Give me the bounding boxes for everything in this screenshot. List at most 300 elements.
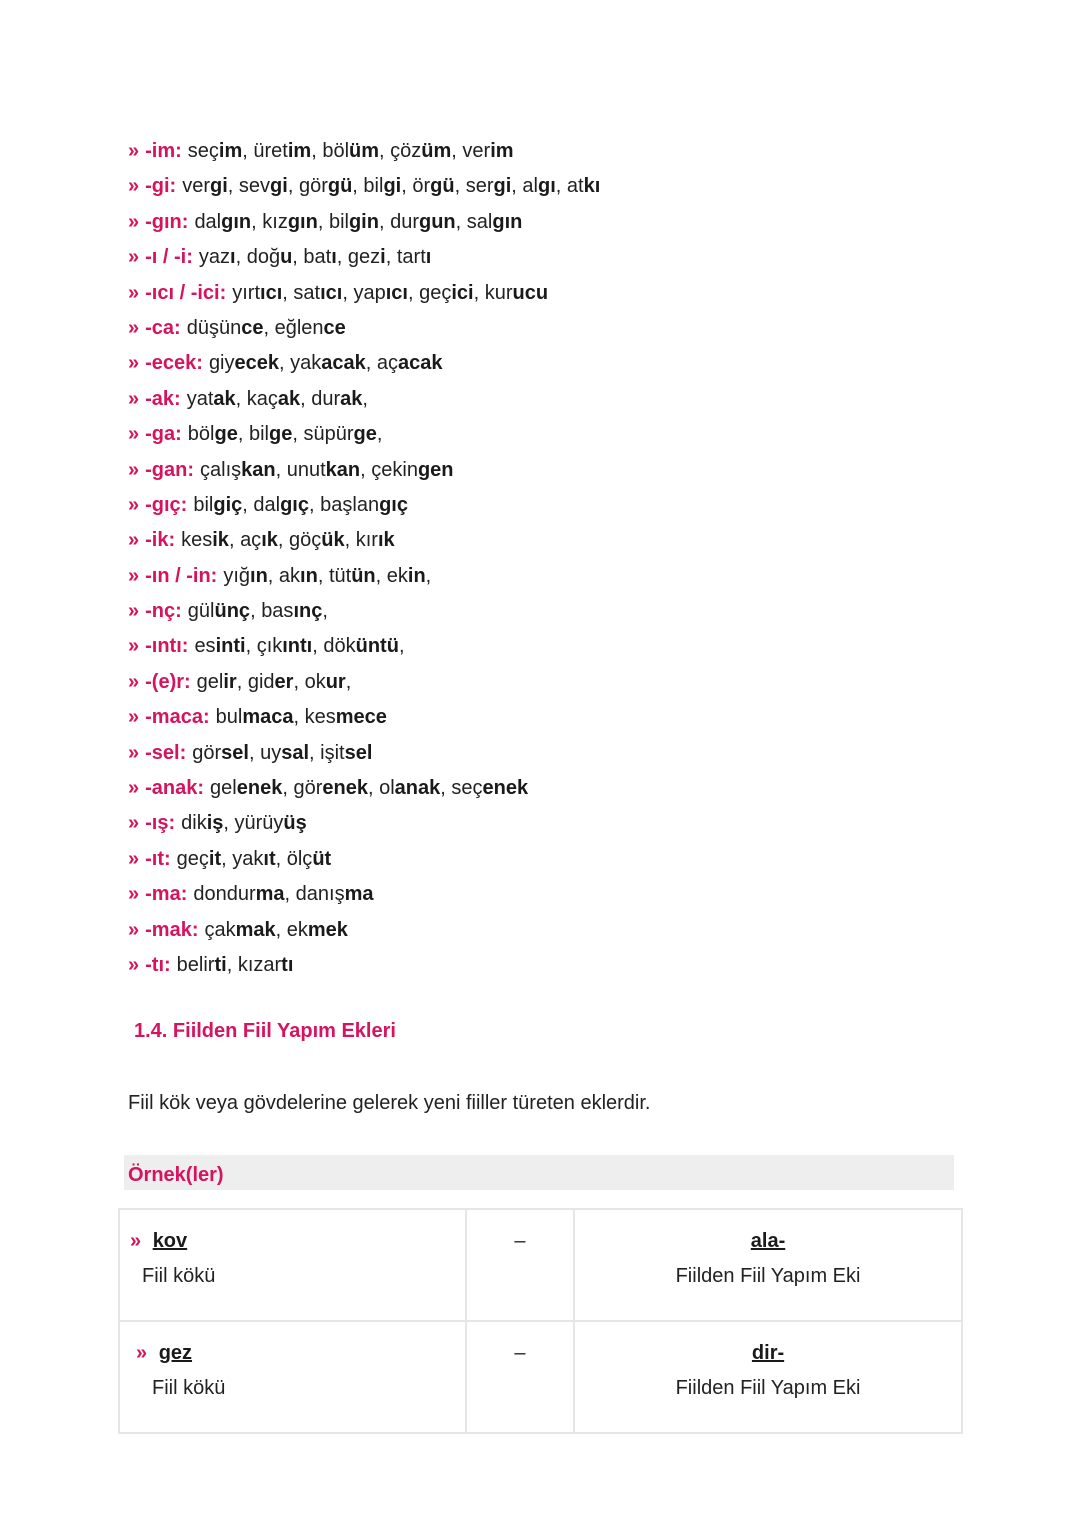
bullet-icon: » [128,493,140,516]
suffix-label: -gın: [145,210,189,233]
word-stem: al [522,175,538,198]
word-stem: yürüy [234,812,284,835]
word-suffix: enek [236,777,283,800]
word-stem: yap [353,281,386,304]
example-word [296,883,374,905]
example-word [247,388,300,410]
word-suffix: gi [383,175,402,198]
word-suffix: ge [268,423,293,446]
word-stem: at [566,175,584,198]
word-suffix: gü [430,175,455,198]
word-stem: dondur [193,883,256,906]
example-words: yırtıcı, satıcı, yapıcı, geçici, kurucu [232,281,549,304]
word-suffix: gı [537,175,556,198]
word-stem: süpür [303,423,354,446]
word-stem: göç [289,529,322,552]
example-word [204,919,275,941]
suffix-row [128,169,600,204]
word-stem: çak [204,918,236,941]
word-stem: doğ [246,246,281,269]
suffix-label: -gıç: [145,493,188,516]
word-suffix: it [208,847,222,870]
word-suffix: ı [331,246,337,269]
example-words: çakmak, ekmek [204,918,348,941]
word-suffix: ce [241,316,264,339]
example-word [287,848,331,870]
example-word [412,175,454,197]
word-suffix: ıcı [385,281,408,304]
example-word [303,423,376,445]
example-words: bilgiç, dalgıç, başlangıç [193,493,408,516]
bullet-icon: » [128,564,140,587]
word-suffix: ecek [234,352,280,375]
suffix-row [128,417,600,452]
word-suffix: üt [312,847,332,870]
word-stem: işit [320,741,345,764]
example-word [390,211,456,233]
word-stem: gör [293,777,323,800]
example-word [260,742,309,764]
word-suffix: maca [242,706,294,729]
example-word [194,211,251,233]
suffix-row [128,311,600,346]
suffix-row [128,276,600,311]
example-words: yazı, doğu, batı, gezi, tartı [198,246,432,269]
word-stem: dal [253,493,281,516]
bullet-icon: » [128,670,140,693]
example-words: dalgın, kızgın, bilgin, durgun, salgın [194,210,523,233]
suffix-label: -ı / -i: [145,246,193,269]
word-stem: kızar [237,953,282,976]
bullet-icon: » [128,316,140,339]
word-stem: ok [304,670,326,693]
example-word [200,459,276,481]
example-word [253,140,311,162]
suffix-label: -ıcı / -ici: [145,281,227,304]
example-word [182,175,228,197]
suffix-label: -ıntı: [145,635,189,658]
example-word [194,635,245,657]
word-stem: geç [176,847,209,870]
word-suffix: ın [300,564,318,587]
word-suffix: gın [287,210,318,233]
example-word [193,494,242,516]
word-suffix: ce [323,316,346,339]
example-word [485,282,548,304]
example-word [329,565,376,587]
example-words: yatak, kaçak, durak, [186,387,368,410]
example-word [371,459,453,481]
suffix-row [128,842,600,877]
word-stem: başlan [320,493,380,516]
example-suffix-cell [574,1321,962,1433]
word-suffix: ün [351,564,376,587]
word-stem: sal [466,210,493,233]
word-suffix: kan [241,458,276,481]
word-suffix: im [218,140,243,162]
example-row [119,1321,962,1433]
word-stem: yırt [232,281,261,304]
example-word [466,175,512,197]
example-word [329,211,379,233]
bullet-icon: » [128,246,140,269]
word-stem: bil [248,423,269,446]
word-stem: çöz [390,140,422,162]
word-suffix: mece [335,706,387,729]
example-dash: – [514,1230,526,1252]
trailing-punctuation: , [425,564,432,587]
word-suffix: ük [321,529,345,552]
example-words: dikiş, yürüyüş [181,812,307,835]
suffix-label: -nç: [145,600,182,623]
example-word [188,140,242,162]
example-row [119,1209,962,1321]
example-word [261,600,322,622]
word-suffix: ur [325,670,346,693]
example-words: yığın, akın, tütün, ekin, [223,564,432,587]
bullet-icon: » [128,458,140,481]
example-word [209,352,279,374]
word-stem: bat [303,246,332,269]
suffix-label: -ik: [145,529,176,552]
word-stem: gel [196,670,224,693]
suffix-label: -ca: [145,316,181,339]
word-suffix: acak [321,352,366,375]
example-root-caption: Fiil kökü [142,1265,216,1287]
example-dash: – [514,1342,526,1364]
example-word [193,883,284,905]
example-word [247,246,293,268]
example-word [305,671,346,693]
word-stem: seç [187,140,219,162]
word-suffix: sal [281,741,310,764]
word-stem: gör [298,175,328,198]
example-words: kesik, açık, göçük, kırık [181,529,395,552]
section-description: Fiil kök veya gövdelerine gelerek yeni fiiller türeten eklerdir. [128,1092,651,1114]
word-stem: tüt [328,564,352,587]
word-stem: kur [484,281,513,304]
suffix-label: -(e)r: [145,670,191,693]
word-stem: çekin [371,458,418,481]
word-suffix: in [407,564,426,587]
word-suffix: er [274,670,294,693]
example-word [253,494,309,516]
word-stem: dök [323,635,356,658]
bullet-icon: » [128,883,140,906]
suffix-label: -ak: [145,387,181,410]
word-suffix: ıcı [320,281,343,304]
word-stem: düşün [186,316,242,339]
example-word [467,211,523,233]
word-stem: yığ [223,564,251,587]
example-word [353,282,408,304]
word-stem: bul [215,706,243,729]
example-suffix: dir- [751,1342,785,1364]
word-stem: kaç [246,387,278,410]
word-suffix: ik [212,529,229,552]
example-word [275,317,346,339]
word-stem: kır [355,529,378,552]
suffix-label: -ma: [145,883,188,906]
suffix-list [128,134,600,983]
word-suffix: sel [221,741,249,764]
example-word [177,848,221,870]
example-word [216,706,294,728]
bullet-icon: » [128,812,140,835]
example-words: dondurma, danışma [193,883,374,906]
word-suffix: ıt [263,847,276,870]
word-stem: gül [187,600,215,623]
word-stem: ol [379,777,395,800]
word-stem: çalış [200,458,242,481]
examples-table [118,1208,963,1434]
example-dash-cell [466,1209,574,1321]
example-word [223,565,267,587]
suffix-label: -gan: [145,458,195,481]
suffix-row [128,240,600,275]
word-suffix: ık [377,529,395,552]
suffix-label: -anak: [145,777,205,800]
example-word [287,919,348,941]
word-stem: ser [465,175,494,198]
suffix-row [128,346,600,381]
example-word [239,175,288,197]
bullet-icon: » [128,918,140,941]
example-root: kov [152,1230,188,1252]
suffix-label: -ış: [145,812,176,835]
example-word [356,529,395,551]
example-word [397,246,431,268]
example-word [293,282,342,304]
word-suffix: kı [583,175,601,198]
example-suffix-caption: Fiilden Fiil Yapım Eki [675,1265,861,1287]
suffix-label: -ıt: [145,847,171,870]
suffix-row [128,559,600,594]
word-stem: aç [240,529,262,552]
bullet-icon: » [128,529,140,552]
word-stem: ek [386,564,408,587]
word-stem: gid [247,670,275,693]
word-stem: kes [181,529,213,552]
example-word [232,848,275,870]
word-suffix: mak [235,918,276,941]
word-suffix: gen [417,458,454,481]
example-words: düşünce, eğlence [186,316,346,339]
example-word [522,175,555,197]
word-stem: es [194,635,216,658]
word-stem: ölç [286,847,313,870]
suffix-label: -ın / -in: [145,564,218,587]
word-stem: tart [396,246,426,269]
example-word [320,494,408,516]
word-stem: geç [419,281,452,304]
word-stem: yaz [198,246,231,269]
suffix-row [128,700,600,735]
example-word [323,635,399,657]
example-word [240,529,278,551]
bullet-icon: » [128,387,140,410]
word-suffix: gıç [379,493,408,516]
example-word [387,565,426,587]
example-word [249,423,292,445]
word-suffix: üm [421,140,452,162]
suffix-label: -maca: [145,706,210,729]
suffix-row [128,523,600,558]
suffix-label: -sel: [145,741,187,764]
examples-bar [124,1155,954,1190]
word-suffix: üm [349,140,380,162]
word-suffix: gın [221,210,252,233]
example-word [377,352,443,374]
example-word [303,246,336,268]
example-word [188,423,238,445]
word-suffix: gıç [280,493,309,516]
word-stem: seç [451,777,483,800]
word-suffix: gun [419,210,456,233]
example-words: seçim, üretim, bölüm, çözüm, verim [187,140,514,162]
word-stem: kes [304,706,336,729]
example-word [262,211,318,233]
example-word [181,529,229,551]
word-stem: danış [295,883,345,906]
word-stem: sat [293,281,321,304]
word-stem: yak [232,847,264,870]
example-word [451,777,528,799]
bullet-icon: » [128,600,140,623]
word-suffix: iş [206,812,224,835]
example-word [188,600,250,622]
word-suffix: gü [327,175,353,198]
word-stem: giy [208,352,235,375]
word-stem: yat [186,387,214,410]
example-word [181,812,223,834]
word-suffix: ak [213,387,236,410]
suffix-row [128,629,600,664]
example-words: vergi, sevgi, görgü, bilgi, örgü, sergi, algı, atkı [182,175,601,198]
suffix-label: -ecek: [145,352,203,375]
example-root-cell [119,1209,466,1321]
bullet-icon: » [128,635,140,658]
suffix-label: -ga: [145,423,182,446]
example-root-caption: Fiil kökü [152,1377,226,1399]
example-word [320,742,372,764]
suffix-row [128,205,600,240]
word-stem: dur [390,210,419,233]
word-stem: bil [363,175,384,198]
word-suffix: anak [394,777,441,800]
suffix-row [128,665,600,700]
bullet-icon: » [128,847,140,870]
word-stem: uy [260,741,282,764]
word-suffix: inti [215,635,246,658]
example-words: gelenek, görenek, olanak, seçenek [210,777,529,800]
word-suffix: ge [214,423,238,446]
word-stem: sev [238,175,271,198]
example-word [232,282,282,304]
word-suffix: ıntı [282,635,313,658]
bullet-icon: » [130,1230,142,1252]
word-suffix: gi [210,175,228,198]
example-word [199,246,236,268]
example-word [177,954,227,976]
word-stem: ver [182,175,211,198]
word-suffix: kan [325,458,361,481]
example-word [311,388,362,410]
example-word [235,812,307,834]
section-heading: 1.4. Fiilden Fiil Yapım Ekleri [134,1020,396,1042]
word-stem: eğlen [274,316,324,339]
bullet-icon: » [128,175,140,198]
suffix-row [128,736,600,771]
example-word [348,246,386,268]
example-words: geçit, yakıt, ölçüt [176,847,332,870]
word-stem: yak [290,352,322,375]
word-suffix: ucu [512,281,549,304]
example-word [379,777,440,799]
suffix-row [128,771,600,806]
example-word [248,671,294,693]
word-suffix: i [380,246,386,269]
word-suffix: sel [344,741,373,764]
example-word [187,317,264,339]
example-word [210,777,282,799]
example-words: gelir, gider, okur, [196,670,352,693]
suffix-row [128,382,600,417]
suffix-row [128,594,600,629]
trailing-punctuation: , [345,670,352,693]
word-suffix: gin [348,210,379,233]
suffix-row [128,806,600,841]
suffix-label: -im: [145,140,182,162]
bullet-icon: » [128,777,140,800]
word-stem: üret [253,140,288,162]
word-suffix: im [287,140,312,162]
word-suffix: ın [250,564,268,587]
example-word [299,175,352,197]
word-stem: dur [311,387,341,410]
word-suffix: ı [230,246,236,269]
word-suffix: acak [398,352,443,375]
example-dash-cell [466,1321,574,1433]
example-words: çalışkan, unutkan, çekingen [200,458,454,481]
word-suffix: ir [223,670,237,693]
word-stem: ek [286,918,308,941]
bullet-icon: » [136,1342,148,1364]
word-suffix: ak [340,387,363,410]
example-word [287,459,360,481]
word-stem: unut [286,458,326,481]
word-suffix: gın [492,210,523,233]
word-suffix: ici [451,281,474,304]
word-stem: ör [412,175,431,198]
word-suffix: mek [307,918,348,941]
example-word [192,742,249,764]
word-suffix: gi [270,175,288,198]
example-suffix-caption: Fiilden Fiil Yapım Eki [675,1377,861,1399]
word-suffix: ak [277,387,301,410]
trailing-punctuation: , [362,387,368,410]
example-words: belirti, kızartı [176,953,294,976]
word-suffix: tı [281,953,294,976]
word-stem: belir [176,953,215,976]
word-stem: çık [256,635,283,658]
example-word [390,140,451,162]
word-stem: gör [192,741,222,764]
word-stem: dal [194,210,222,233]
suffix-label: -tı: [145,953,171,976]
suffix-row [128,948,600,983]
word-suffix: im [490,140,514,162]
